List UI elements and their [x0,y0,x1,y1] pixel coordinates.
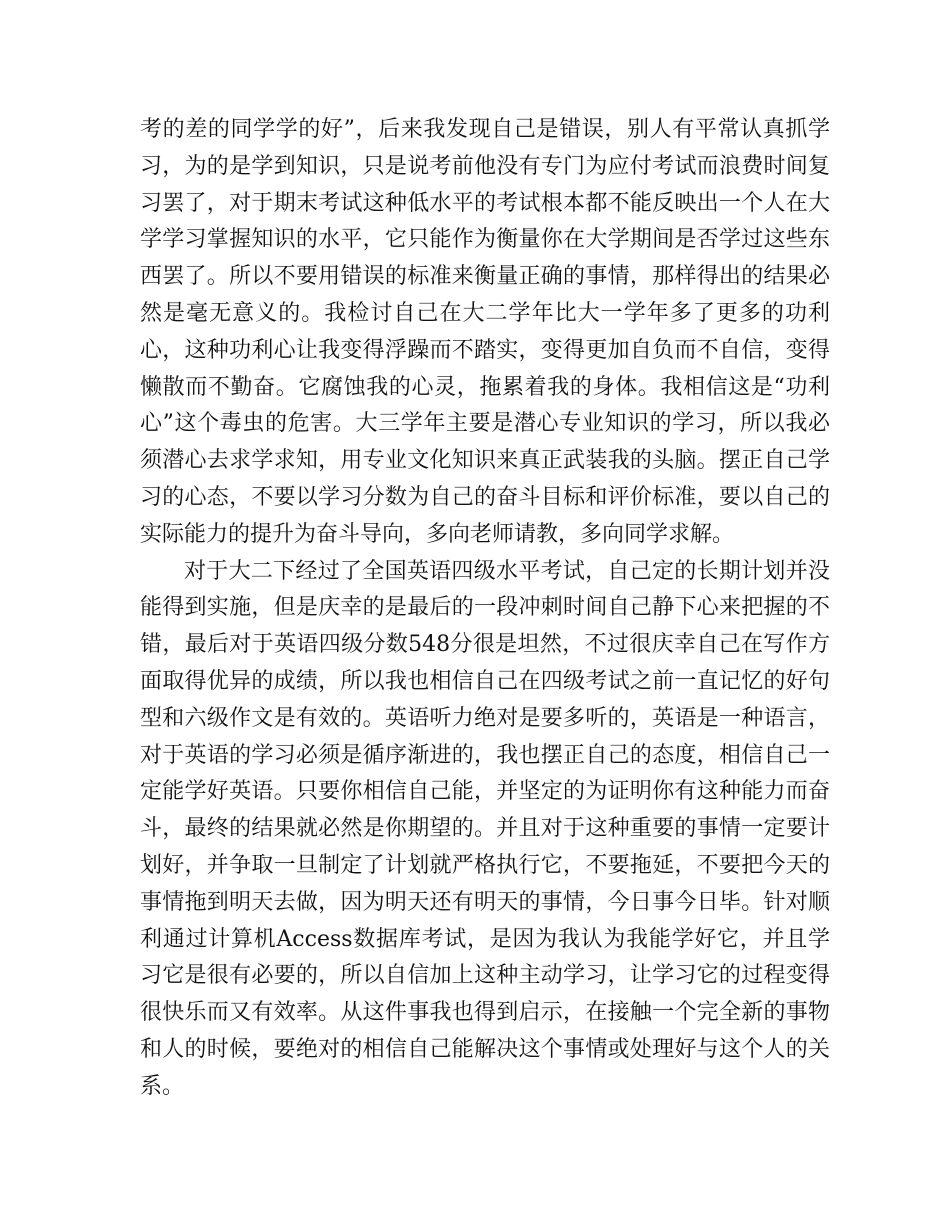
paragraph-1: 考的差的同学学的好”，后来我发现自己是错误，别人有平常认真抓学习，为的是学到知识，只是说考前他没有专门为应付考试而浪费时间复习罢了，对于期末考试这种低水平的考试根本都不能反映出一个人在大学学习掌握知识的水平，它只能作为衡量你在大学期间是否学过这些东西罢了。所以不要用错误的标准来衡量正确的事情，那样得出的结果必然是毫无意义的。我检讨自己在大二学年比大一学年多了更多的功利心，这种功利心让我变得浮躁而不踏实，变得更加自负而不自信，变得懒散而不勤奋。它腐蚀我的心灵，拖累着我的身体。我相信这是“功利心”这个毒虫的危害。大三学年主要是潜心专业知识的学习，所以我必须潜心去求学求知，用专业文化知识来真正武装我的头脑。摆正自己学习的心态，不要以学习分数为自己的奋斗目标和评价标准，要以自己的实际能力的提升为奋斗导向，多向老师请教，多向同学求解。 [140,117,830,547]
document-body [140,112,830,1106]
paragraph-2: 对于大二下经过了全国英语四级水平考试，自己定的长期计划并没能得到实施，但是庆幸的是最后的一段冲刺时间自己静下心来把握的不错，最后对于英语四级分数548分很是坦然，不过很庆幸自己在写作方面取得优异的成绩，所以我也相信自己在四级考试之前一直记忆的好句型和六级作文是有效的。英语听力绝对是要多听的，英语是一种语言，对于英语的学习必须是循序渐进的，我也摆正自己的态度，相信自己一定能学好英语。只要你相信自己能，并坚定的为证明你有这种能力而奋斗，最终的结果就必然是你期望的。并且对于这种重要的事情一定要计划好，并争取一旦制定了计划就严格执行它，不要拖延，不要把今天的事情拖到明天去做，因为明天还有明天的事情，今日事今日毕。针对顺利通过计算机Access数据库考试，是因为我认为我能学好它，并且学习它是很有必要的，所以自信加上这种主动学习，让学习它的过程变得很快乐而又有效率。从这件事我也得到启示，在接触一个完全新的事物和人的时候，要绝对的相信自己能解决这个事情或处理好与这个人的关系。 [140,558,830,1099]
